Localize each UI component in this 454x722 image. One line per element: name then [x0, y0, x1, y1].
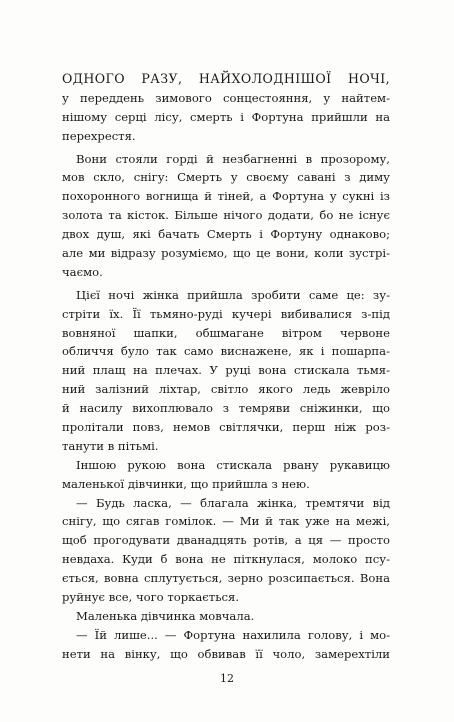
text-line: Іншою рукою вона стискала рвану рукавицю [76, 457, 390, 472]
text-line: Цієї ночі жінка прийшла зробити саме це: зу- [76, 287, 390, 302]
paragraph-3 [62, 286, 390, 456]
chapter-opening-line: ОДНОГО РАЗУ, НАЙХОЛОДНІШОЇ НОЧІ, [62, 71, 390, 86]
text-line: танути в пітьмі. [62, 438, 159, 453]
text-line: й насилу вихоплювало з темряви сніжинки, що [62, 401, 390, 416]
text-line: маленької дівчинки, що прийшла з нею. [62, 476, 310, 491]
text-line: у переддень зимового сонцестояння, у найтем- [62, 90, 390, 105]
text-line: — Будь ласка, — благала жінка, тремтячи від [76, 495, 390, 510]
text-line: нети на вінку, що обвивав її чоло, замерехтіли [62, 646, 390, 661]
paragraph-7 [62, 626, 390, 664]
paragraph-2 [62, 150, 390, 282]
text-line: Маленька дівчинка мовчала. [76, 608, 255, 623]
text-line: перехрестя. [62, 128, 136, 143]
text-line: чаємо. [62, 264, 103, 279]
text-line: вовняної шапки, обшмагане вітром червоне [62, 325, 390, 340]
text-line: ється, вовна сплутується, зерно розсипається. Вона [62, 571, 390, 586]
page-number: 12 [220, 672, 234, 685]
text-line: ний плащ на плечах. У руці вона стискала тьмя- [62, 363, 390, 378]
text-line: стріти їх. Її тьмяно-руді кучері вибивалися з-під [62, 306, 390, 321]
text-line: похоронного вогнища й тіней, а Фортуна у сукні із [62, 189, 390, 204]
text-line: ний залізний ліхтар, світло якого ледь жевріло [62, 382, 390, 397]
text-line: але ми відразу розуміємо, що це вони, коли зустрі- [62, 246, 390, 261]
text-line: мов скло, снігу: Смерть у своєму савані з диму [62, 170, 390, 185]
paragraph-1 [62, 70, 390, 146]
text-line: снігу, що сягав гомілок. — Ми й так уже на межі, [62, 514, 390, 529]
text-line: руйнує все, чого торкається. [62, 590, 240, 605]
text-line: — Їй лише... — Фортуна нахилила голову, і мо- [76, 627, 390, 642]
paragraph-5 [62, 494, 390, 607]
paragraph-6 [62, 607, 390, 626]
text-line: двох душ, які бачать Смерть і Фортуну однаково; [62, 227, 390, 242]
text-line: золота та кісток. Більше нічого додати, бо не існує [62, 208, 390, 223]
paragraph-4 [62, 456, 390, 494]
text-line: обличчя було так само виснажене, як і пошарпа- [62, 344, 390, 359]
text-line: Вони стояли горді й незбагненні в прозорому, [76, 151, 390, 166]
text-line: щоб прогодувати дванадцять ротів, а ця — просто [62, 533, 390, 548]
page-body [62, 70, 390, 664]
text-line: пролітали повз, немов світлячки, перш ніж роз- [62, 420, 390, 435]
text-line: нішому серці лісу, смерть і Фортуна прийшли на [62, 109, 390, 124]
text-line: невдаха. Куди б вона не піткнулася, молоко псу- [62, 552, 390, 567]
